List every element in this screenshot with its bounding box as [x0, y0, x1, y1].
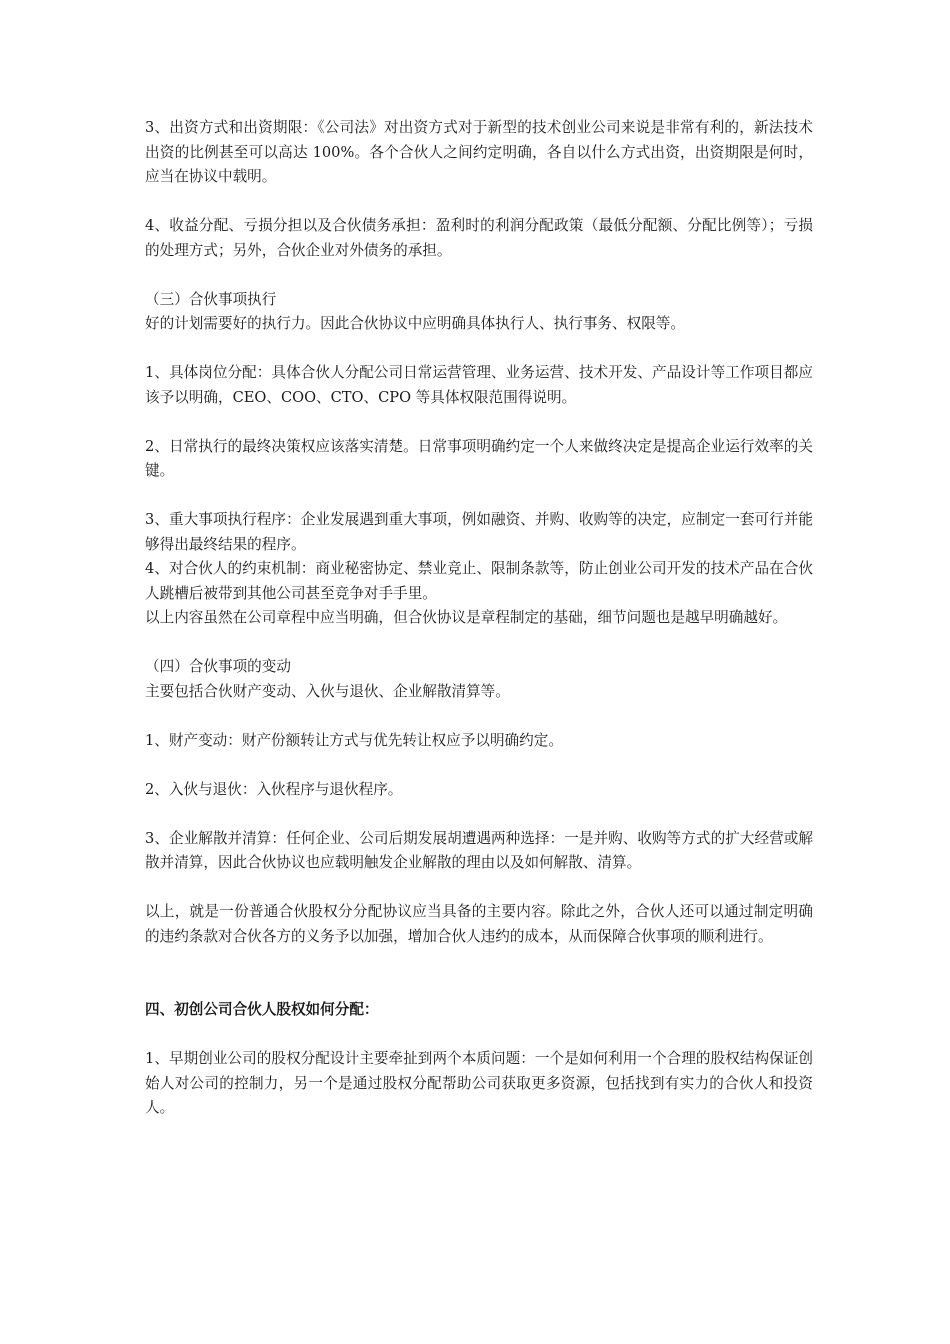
paragraph-property-change: 1、财产变动：财产份额转让方式与优先转让权应予以明确约定。	[145, 731, 563, 749]
paragraph-decision-authority: 2、日常执行的最终决策权应该落实清楚。日常事项明确约定一个人来做终决定是提高企业运行效率的关键。	[145, 437, 813, 479]
paragraph-dissolution: 3、企业解散并清算：任何企业、公司后期发展胡遭遇两种选择：一是并购、收购等方式的扩大经营或解散并清算，因此合伙协议也应载明触发企业解散的理由以及如何解散、清算。	[145, 829, 813, 871]
section-title-changes: （四）合伙事项的变动	[145, 658, 291, 675]
section-intro-changes: 主要包括合伙财产变动、入伙与退伙、企业解散清算等。	[145, 682, 510, 700]
paragraph-summary: 以上，就是一份普通合伙股权分分配协议应当具备的主要内容。除此之外，合伙人还可以通过制定明确的违约条款对合伙各方的义务予以加强，增加合伙人违约的成本，从而保障合伙事项的顺利进行。	[145, 903, 813, 945]
document-body	[145, 116, 813, 1121]
paragraph-charter-note: 以上内容虽然在公司章程中应当明确，但合伙协议是章程制定的基础，细节问题也是越早明确越好。	[145, 609, 788, 626]
heading-equity-allocation: 四、初创公司合伙人股权如何分配：	[145, 1001, 379, 1018]
paragraph-profit-distribution: 4、收益分配、亏损分担以及合伙债务承担：盈利时的利润分配政策（最低分配额、分配比例等）；亏损的处理方式；另外，合伙企业对外债务的承担。	[145, 217, 813, 259]
paragraph-equity-design: 1、早期创业公司的股权分配设计主要牵扯到两个本质问题：一个是如何利用一个合理的股权结构保证创始人对公司的控制力，另一个是通过股权分配帮助公司获取更多资源，包括找到有实力的合伙人和投资人。	[145, 1050, 813, 1116]
paragraph-join-exit: 2、入伙与退伙：入伙程序与退伙程序。	[145, 780, 403, 798]
paragraph-major-matters: 3、重大事项执行程序：企业发展遇到重大事项，例如融资、并购、收购等的决定，应制定一套可行并能够得出最终结果的程序。	[145, 511, 813, 553]
paragraph-role-assignment: 1、具体岗位分配：具体合伙人分配公司日常运营管理、业务运营、技术开发、产品设计等工作项目都应该予以明确，CEO、COO、CTO、CPO 等具体权限范围得说明。	[145, 364, 813, 406]
paragraph-constraint-mechanism: 4、对合伙人的约束机制：商业秘密协定、禁业竞止、限制条款等，防止创业公司开发的技术产品在合伙人跳槽后被带到其他公司甚至竞争对手手里。	[145, 560, 813, 602]
paragraph-capital-contribution: 3、出资方式和出资期限：《公司法》对出资方式对于新型的技术创业公司来说是非常有利的，新法技术出资的比例甚至可以高达 100%。各个合伙人之间约定明确，各自以什么方式出资，出资期限是何时，应当在协议中载明。	[145, 119, 813, 185]
section-intro-execution: 好的计划需要好的执行力。因此合伙协议中应明确具体执行人、执行事务、权限等。	[145, 315, 685, 332]
section-title-execution: （三）合伙事项执行	[145, 290, 277, 308]
